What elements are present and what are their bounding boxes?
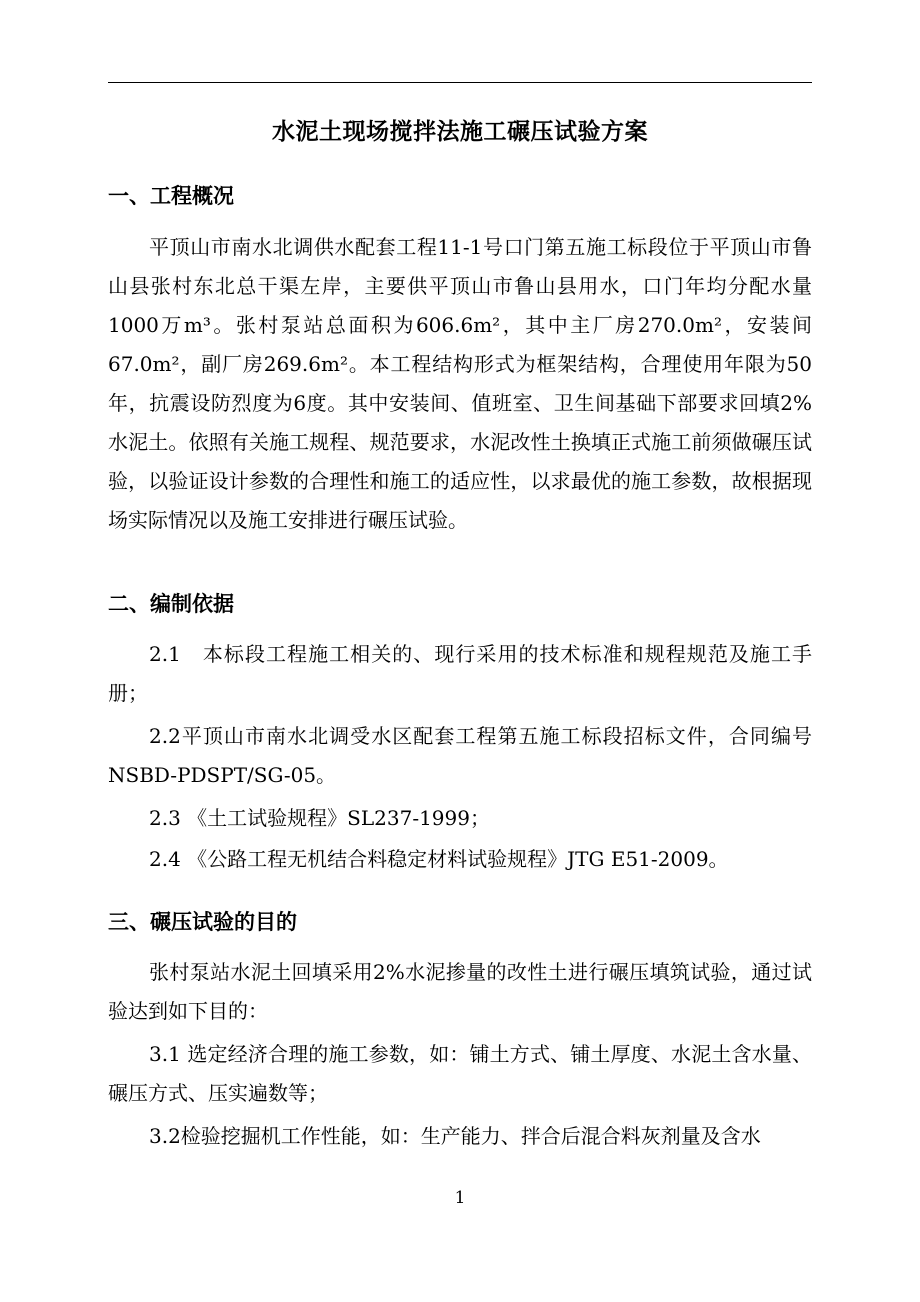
- purpose-intro: 张村泵站水泥土回填采用2%水泥掺量的改性土进行碾压填筑试验，通过试验达到如下目的：: [108, 960, 812, 1023]
- page-number: 1: [454, 1188, 466, 1208]
- basis-item-2-3: 2.3 《土工试验规程》SL237-1999；: [149, 806, 490, 830]
- basis-item-2-1: 2.1 本标段工程施工相关的、现行采用的技术标准和规程规范及施工手册；: [108, 642, 812, 705]
- section-heading-2: 二、编制依据: [108, 592, 234, 616]
- basis-item-2-4: 2.4 《公路工程无机结合料稳定材料试验规程》JTG E51-2009。: [149, 847, 729, 871]
- section-heading-1: 一、工程概况: [108, 184, 234, 208]
- section-heading-3: 三、碾压试验的目的: [108, 910, 297, 934]
- purpose-item-3-1: 3.1 选定经济合理的施工参数，如：铺土方式、铺土厚度、水泥土含水量、碾压方式、压实遍数等；: [108, 1042, 812, 1105]
- section-1-paragraph: 平顶山市南水北调供水配套工程11-1号口门第五施工标段位于平顶山市鲁山县张村东北总干渠左岸，主要供平顶山市鲁山县用水，口门年均分配水量1000万m³。张村泵站总面积为606.6m²，其中主厂房270.0m²，安装间67.0m²，副厂房269.6m²。本工程结构形式为框架结构，合理使用年限为50年，抗震设防烈度为6度。其中安装间、值班室、卫生间基础下部要求回填2%水泥土。依照有关施工规程、规范要求，水泥改性土换填正式施工前须做碾压试验，以验证设计参数的合理性和施工的适应性，以求最优的施工参数，故根据现场实际情况以及施工安排进行碾压试验。: [108, 235, 812, 532]
- document-title: 水泥土现场搅拌法施工碾压试验方案: [272, 119, 648, 145]
- basis-item-2-2: 2.2平顶山市南水北调受水区配套工程第五施工标段招标文件，合同编号NSBD-PDSPT/SG-05。: [108, 724, 812, 787]
- purpose-item-3-2: 3.2检验挖掘机工作性能，如：生产能力、拌合后混合料灰剂量及含水: [149, 1124, 761, 1148]
- header-rule: [108, 82, 812, 83]
